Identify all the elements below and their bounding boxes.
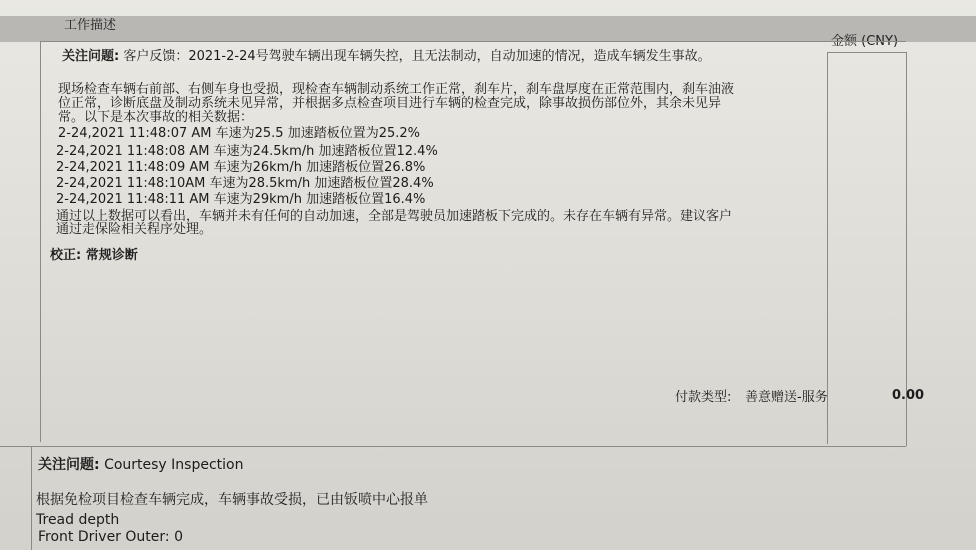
findings-line-3: 常。以下是本次事故的相关数据：	[58, 110, 254, 125]
correction-label: 校正:	[50, 248, 82, 263]
column-divider	[827, 52, 828, 444]
header-divider	[40, 41, 906, 42]
payment-type-label: 付款类型:	[675, 390, 732, 405]
correction-text: 常规诊断	[85, 248, 138, 263]
concern-row-2	[38, 458, 243, 473]
left-border-lower	[31, 446, 32, 550]
data-line-5: 2-24,2021 11:48:11 AM 车速为29km/h 加速踏板位置16.4%	[56, 192, 426, 207]
right-border	[906, 52, 907, 446]
amount-divider	[827, 52, 906, 53]
concern-label-2: 关注问题:	[38, 457, 100, 473]
conclusion-line-2: 通过走保险相关程序处理。	[56, 222, 213, 237]
amount-value: 0.00	[892, 388, 925, 403]
correction-row	[50, 249, 138, 262]
concern-row	[62, 50, 711, 63]
amount-header: 金额 (CNY)	[831, 34, 899, 49]
data-line-1: 2-24,2021 11:48:07 AM 车速为25.5 加速踏板位置为25.2%	[58, 126, 420, 141]
front-driver-outer-line: Front Driver Outer: 0	[38, 529, 183, 545]
header-band	[0, 16, 976, 42]
concern-text: 客户反馈：2021-2-24号驾驶车辆出现车辆失控，且无法制动，自动加速的情况，造成车辆发生事故。	[123, 49, 711, 64]
data-line-2: 2-24,2021 11:48:08 AM 车速为24.5km/h 加速踏板位置12.4%	[56, 144, 438, 159]
findings-line-1: 现场检查车辆右前部、右侧车身也受损，现检查车辆制动系统工作正常，刹车片，刹车盘厚度在正常范围内，刹车油液	[58, 82, 735, 97]
conclusion-line-1: 通过以上数据可以看出，车辆并未有任何的自动加速，全部是驾驶员加速踏板下完成的。未存在车辆有异常。建议客户	[56, 209, 733, 224]
concern-label: 关注问题:	[62, 49, 120, 64]
payment-type-value: 善意赠送-服务	[745, 390, 828, 405]
findings-line-2: 位正常，诊断底盘及制动系统未见异常，并根据多点检查项目进行车辆的检查完成，除事故损伤部位外，其余未见异	[58, 96, 722, 111]
section-divider	[0, 446, 906, 447]
inspection-line: 根据免检项目检查车辆完成，车辆事故受损，已由钣喷中心报单	[36, 492, 428, 508]
left-border	[40, 42, 41, 442]
concern-text-2: Courtesy Inspection	[104, 457, 244, 473]
data-line-3: 2-24,2021 11:48:09 AM 车速为26km/h 加速踏板位置26.8%	[56, 160, 426, 175]
tread-depth-line: Tread depth	[36, 512, 120, 528]
work-description-header: 工作描述	[64, 18, 117, 33]
data-line-4: 2-24,2021 11:48:10AM 车速为28.5km/h 加速踏板位置28.4%	[56, 176, 434, 191]
